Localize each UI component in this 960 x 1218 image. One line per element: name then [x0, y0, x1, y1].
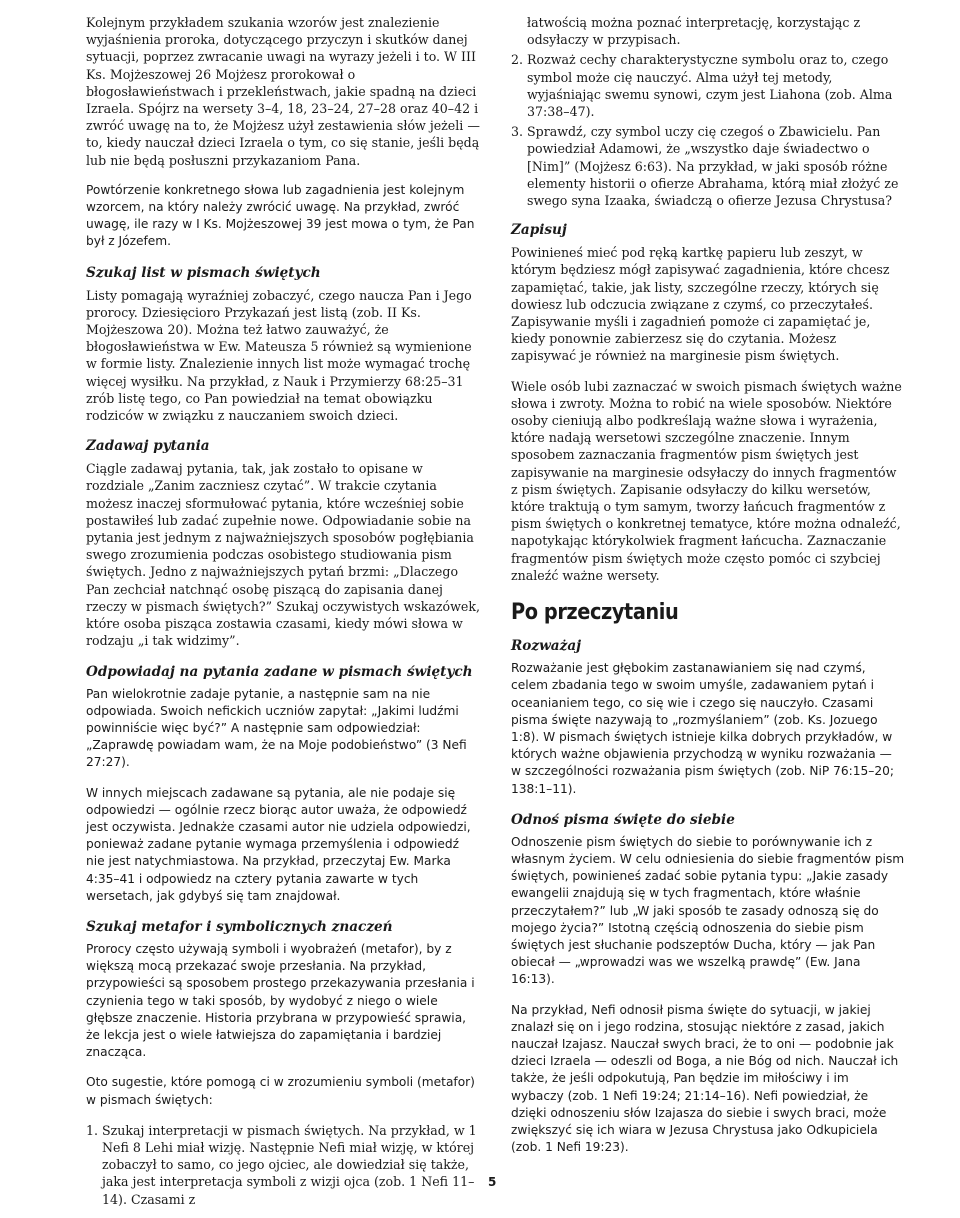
list-item	[511, 51, 905, 120]
section-heading-liken: Odnoś pisma święte do siebie	[511, 811, 735, 828]
paragraph: Pan wielokrotnie zadaje pytanie, a następnie sam na nie odpowiada. Swoich nefickich uczniów zapytał: „Jakimi ludźmi powinniście więc być?” A następnie sam odpowiedział: „Zaprawdę powiadam wam, że na Moje podobieństwo” (3 Nefi 27:27).	[86, 686, 467, 770]
section-heading-lists: Szukaj list w pismach świętych	[86, 264, 321, 281]
list-item-text: Sprawdź, czy symbol uczy cię czegoś o Zbawicielu. Pan powiedział Adamowi, że „wszystko daje świadectwo o [Nim]” (Mojżesz 6:63). Na przykład, w jaki sposób różne elementy historii o ofierze Abrahama, którą miał złożyć ze swego syna Izaaka, świadczą o ofierze Jezusa Chrystusa?	[527, 124, 899, 209]
paragraph: Rozważanie jest głębokim zastanawianiem się nad czymś, celem zbadania tego w swoim umyśle, zadawaniem pytań i oceanianiem tego, co się wie i czego się nauczyło. Czasami pisma święte nazywają to „rozmyślaniem” (zob. Ks. Jozuego 1:8). W pismach świętych istnieje kilka dobrych przykładów, w których ważne objawienia przychodzą w wyniku rozważania — w szczególności rozważania pism świętych (zob. NiP 76:15–20; 138:1–11).	[511, 661, 894, 796]
list-item	[511, 14, 905, 48]
list-item-text: łatwością można poznać interpretację, korzystając z odsyłaczy w przypisach.	[527, 15, 861, 48]
list-item-text: Szukaj interpretacji w pismach świętych. Na przykład, w 1 Nefi 8 Lehi miał wizję. Następnie Nefi miał wizję, w której zobaczył to samo, co jego ojciec, ale dowiedział się także, jaka jest interpretacja symboli z wizji ojca (zob. 1 Nefi 11–14). Czasami z	[102, 1122, 477, 1207]
section-heading-answer: Odpowiadaj na pytania zadane w pismach świętych	[86, 663, 473, 680]
page-number: 5	[488, 1175, 497, 1189]
list-item-text: Rozważ cechy charakterystyczne symbolu oraz to, czego symbol może cię nauczyć. Alma użył tej metody, wyjaśniając swemu synowi, czym jest Liahona (zob. Alma 37:38–47).	[527, 52, 893, 120]
section-heading-questions: Zadawaj pytania	[86, 438, 210, 455]
paragraph: Wiele osób lubi zaznaczać w swoich pismach świętych ważne słowa i zwroty. Można to robić na wiele sposobów. Niektóre osoby cieniują albo podkreślają ważne słowa i wyrażenia, które nadają wersetowi szczególne znaczenie. Innym sposobem zaznaczania fragmentów pism świętych jest zapisywanie na marginesie odsyłaczy do innych fragmentów z pism świętych. Zapisanie odsyłaczy do kilku wersetów, które traktują o tym samym, tworzy łańcuch fragmentów z pism świętych o konkretnej tematyce, które można odnaleźć, napotykając którykolwiek fragment łańcucha. Zaznaczanie fragmentów pism świętych może często pomóc ci szybciej znaleźć ważne wersety.	[511, 378, 902, 583]
left-column	[86, 14, 480, 1218]
list-number: 3.	[511, 124, 524, 140]
list-number: 1.	[86, 1122, 99, 1138]
list-number: 2.	[511, 52, 524, 68]
paragraph: Ciągle zadawaj pytania, tak, jak zostało to opisane w rozdziale „Zanim zaczniesz czytać”. W trakcie czytania możesz inaczej sformułować pytania, które wcześniej sobie postawiłeś lub zadać zupełnie nowe. Odpowiadanie sobie na pytania jest jednym z najważniejszych sposobów pogłębiania swego zrozumienia podczas osobistego studiowania pism świętych. Jedno z najważniejszych pytań brzmi: „Dlaczego Pan zechciał natchnąć osobę piszącą do zapisania danej rzeczy w pismach świętych?” Szukaj oczywistych wskazówek, które osoba pisząca zostawia czasami, kiedy mówi słowa w rodzaju „i tak widzimy”.	[86, 461, 481, 649]
section-heading-ponder: Rozważaj	[511, 638, 582, 655]
paragraph: Na przykład, Nefi odnosił pisma święte do sytuacji, w jakiej znalazł się on i jego rodzina, stosując niektóre z zasad, jakich nauczał Izajasz. Nauczał swych braci, że to oni — podobnie jak dzieci Izraela — odeszli od Boga, a nie Bóg od nich. Nauczał ich także, że jeśli odpokutują, Pan będzie im miłościwy i im wybaczy (zob. 1 Nefi 19:24; 21:14–16). Nefi powiedział, że dzięki odnoszeniu słów Izajasza do siebie i swych braci, może zwiększyć się ich wiara w Jezusa Chrystusa jako Odkupiciela (zob. 1 Nefi 19:23).	[511, 1002, 899, 1155]
paragraph: Powtórzenie konkretnego słowa lub zagadnienia jest kolejnym wzorcem, na który należy zwrócić uwagę. Na przykład, zwróć uwagę, ile razy w I Ks. Mojżeszowej 39 jest mowa o tym, że Pan był z Józefem.	[86, 182, 475, 249]
paragraph: Oto sugestie, które pomogą ci w zrozumieniu symboli (metafor) w pismach świętych:	[86, 1075, 475, 1107]
paragraph: Powinieneś mieć pod ręką kartkę papieru lub zeszyt, w którym będziesz mógł zapisywać zagadnienia, które chcesz zapamiętać, takie, jak listy, szczególne rzeczy, których się dowiesz lub odczucia związane z czymś, co przeczytałeś. Zapisywanie myśli i zagadnień pomoże ci zapamiętać je, kiedy ponownie zabierzesz się do czytania. Możesz zapisywać je również na marginesie pism świętych.	[511, 245, 890, 364]
right-column	[511, 14, 905, 1169]
paragraph: Listy pomagają wyraźniej zobaczyć, czego naucza Pan i Jego prorocy. Dziesięcioro Przykazań jest listą (zob. II Ks. Mojżeszowa 20). Można też łatwo zauważyć, że błogosławieństwa w Ew. Mateusza 5 również są wymienione w formie listy. Znalezienie innych list może wymagać trochę więcej wysiłku. Na przykład, z Nauk i Przymierzy 68:25–31 zrób listę tego, co Pan powiedział na temat obowiązku rodziców w związku z nauczaniem swoich dzieci.	[86, 287, 472, 424]
numbered-list	[511, 14, 905, 209]
chapter-heading: Po przeczytaniu	[511, 600, 679, 626]
section-heading-metaphors: Szukaj metafor i symbolicznych znaczeń	[86, 918, 393, 935]
section-heading-write: Zapisuj	[511, 222, 567, 239]
paragraph: Prorocy często używają symboli i wyobrażeń (metafor), by z większą mocą przekazać swoje przesłania. Na przykład, przypowieści są sposobem prostego przekazywania przesłania i czynienia tego w taki sposób, by wydobyć z niego o wiele głębsze znaczenie. Historia przybrana w przypowieść sprawia, że lekcja jest o wiele łatwiejsza do zapamiętania i bardziej znacząca.	[86, 941, 475, 1060]
list-item	[511, 123, 905, 209]
paragraph: W innych miejscach zadawane są pytania, ale nie podaje się odpowiedzi — ogólnie rzecz biorąc autor uważa, że odpowiedź jest oczywista. Jednakże czasami autor nie udziela odpowiedzi, ponieważ zadane pytanie wymaga przemyślenia i odpowiedź nie jest natychmiastowa. Na przykład, przeczytaj Ew. Marka 4:35–41 i odpowiedz na cztery pytania zawarte w tych wersetach, jak gdybyś się tam znajdował.	[86, 785, 471, 903]
paragraph: Odnoszenie pism świętych do siebie to porównywanie ich z własnym życiem. W celu odniesienia do siebie fragmentów pism świętych, powinieneś zadać sobie pytania typu: „Jakie zasady ewangelii znajdują się w tych fragmentach, które właśnie przeczytałem?” lub „W jaki sposób te zasady odnoszą się do mojego życia?” Istotną częścią odnoszenia do siebie pism świętych jest słuchanie podszeptów Ducha, który — jak Pan obiecał — „wprowadzi was we wszelką prawdę” (Ew. Jana 16:13).	[511, 834, 905, 987]
paragraph: Kolejnym przykładem szukania wzorów jest znalezienie wyjaśnienia proroka, dotyczącego przyczyn i skutków danej sytuacji, poprzez zwracanie uwagi na wyrazy jeżeli i to. W III Ks. Mojżeszowej 26 Mojżesz prorokował o błogosławieństwach i przekleństwach, jakie spadną na dzieci Izraela. Spójrz na wersety 3–4, 18, 23–24, 27–28 oraz 40–42 i zwróć uwagę na to, że Mojżesz użył zestawienia słów jeżeli — to, kiedy nauczał dzieci Izraela o tym, co się stanie, jeśli będą lub nie będą posłuszni przykazaniom Pana.	[86, 15, 480, 168]
